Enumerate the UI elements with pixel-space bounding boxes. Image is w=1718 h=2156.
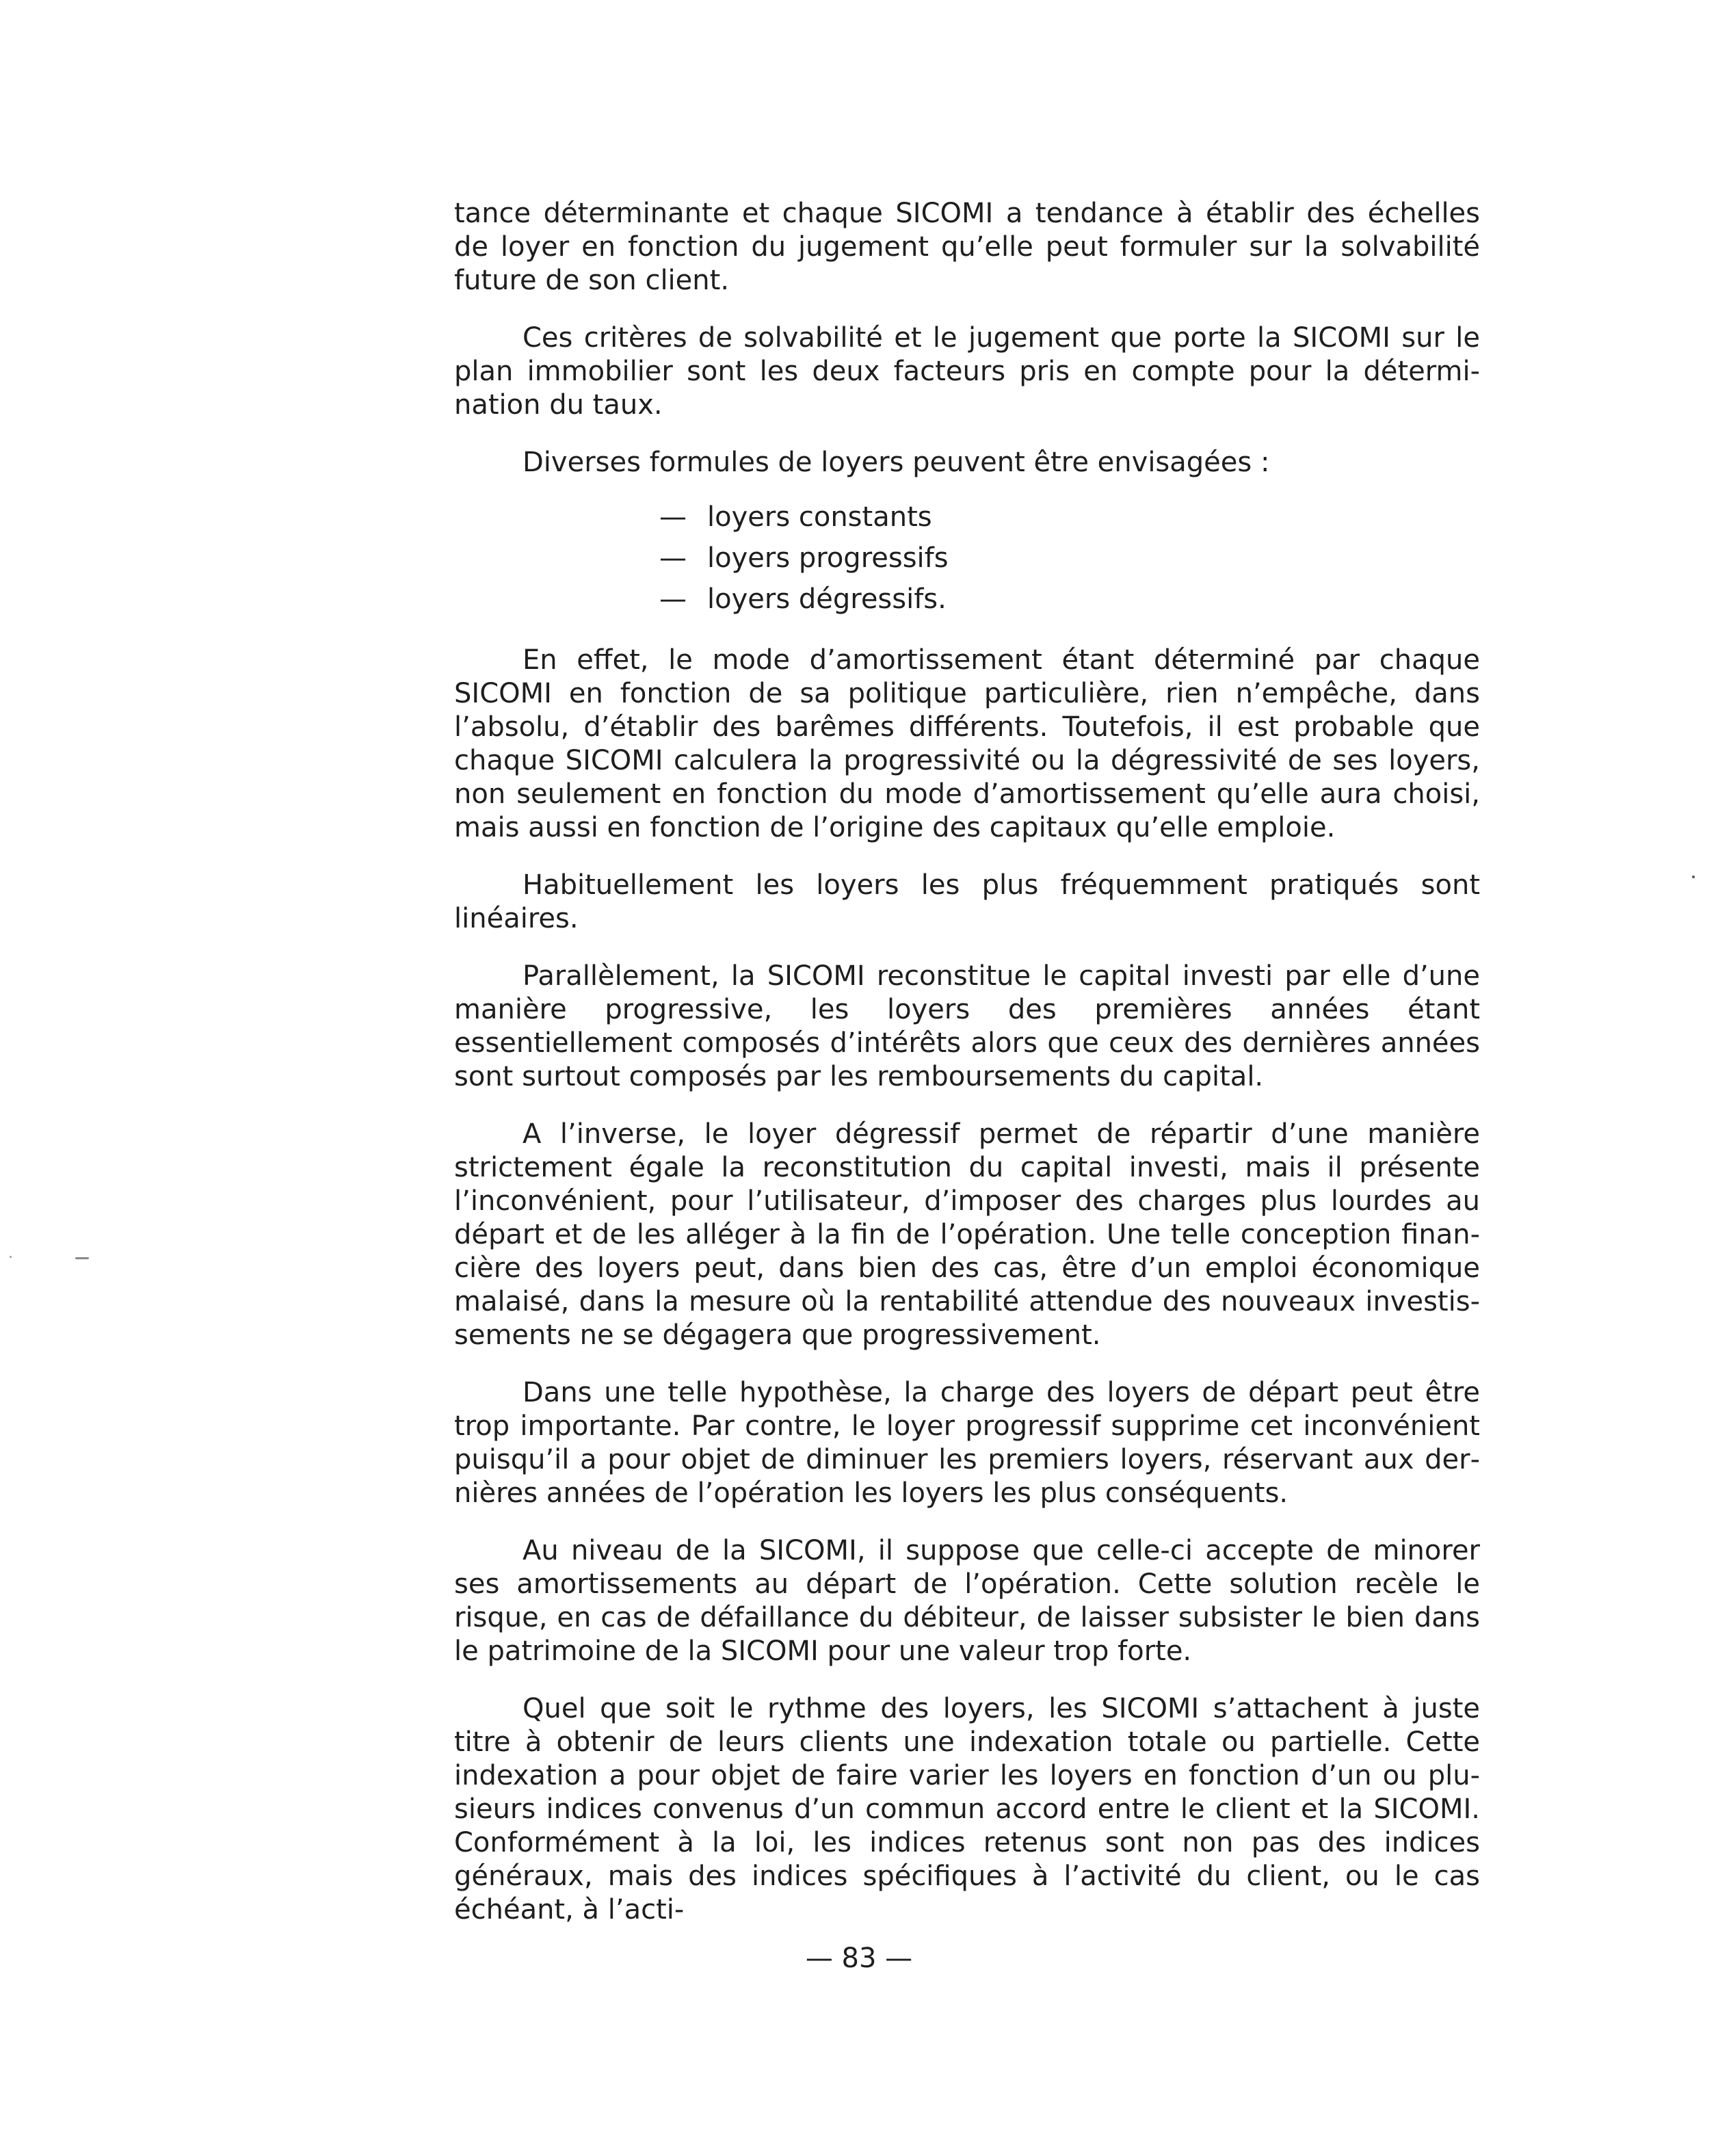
dash-marker: — bbox=[659, 583, 687, 615]
paragraph-2: Ces critères de solvabilité et le jugement que porte la SICOMI sur le plan immobilier sont les deux facteurs pris en compte pour la détermination du taux. bbox=[454, 322, 1480, 421]
paragraph-3: Diverses formules de loyers peuvent être envisagées : bbox=[523, 447, 1270, 478]
list-item-text: loyers constants bbox=[707, 501, 932, 533]
scan-speck bbox=[10, 1256, 12, 1258]
list-item-text: loyers dégressifs. bbox=[707, 583, 947, 615]
scan-speck bbox=[1692, 876, 1695, 878]
paragraph-6: Parallèlement, la SICOMI reconstitue le capital investi par elle d’une manière progressive, les loyers des premières années étant essentiellement composés d’intérêts alors que ceux des dernières années sont surtout composés par les remboursements du capital. bbox=[454, 960, 1480, 1092]
list-item bbox=[659, 579, 1480, 620]
paragraph-5: Habituellement les loyers les plus fréquemment pratiqués sont linéaires. bbox=[454, 869, 1480, 934]
paragraph-10: Quel que soit le rythme des loyers, les SICOMI s’attachent à juste titre à obtenir de leurs clients une indexation totale ou partielle. Cette indexation a pour objet de faire varier les loyers en fonction d’un ou plusieurs indices convenus d’un commun accord entre le client et la SICOMI. Conformément à la loi, les indices retenus sont non pas des indices généraux, mais des indices spécifiques à l’activité du client, ou le cas échéant, à l’acti- bbox=[454, 1693, 1480, 1925]
paragraph-4: En effet, le mode d’amortissement étant déterminé par chaque SICOMI en fonction de sa politique particulière, rien n’empêche, dans l’absolu, d’établir des barêmes différents. Toutefois, il est probable que chaque SICOMI calculera la progressivité ou la dégressivité de ses loyers, non seulement en fonction du mode d’amortissement qu’elle aura choisi, mais aussi en fonction de l’origine des capitaux qu’elle emploie. bbox=[454, 644, 1480, 843]
page-number: — 83 — bbox=[805, 1943, 913, 1974]
list-item-text: loyers progressifs bbox=[707, 542, 949, 574]
list-item bbox=[659, 538, 1480, 579]
paragraph-8: Dans une telle hypothèse, la charge des loyers de départ peut être trop importante. Par contre, le loyer progressif supprime cet inconvénient puisqu’il a pour objet de diminuer les premiers loyers, réservant aux dernières années de l’opération les loyers les plus conséquents. bbox=[454, 1377, 1480, 1509]
paragraph-1: tance déterminante et chaque SICOMI a tendance à établir des échelles de loyer en fonction du jugement qu’elle peut formuler sur la solvabilité future de son client. bbox=[454, 198, 1480, 296]
scan-speck bbox=[75, 1257, 89, 1259]
dash-marker: — bbox=[659, 542, 687, 574]
paragraph-9: Au niveau de la SICOMI, il suppose que celle-ci accepte de minorer ses amortissements au départ de l’opération. Cette solution recèle le risque, en cas de défaillance du débiteur, de laisser subsister le bien dans le patrimoine de la SICOMI pour une valeur trop forte. bbox=[454, 1535, 1480, 1667]
paragraph-7: A l’inverse, le loyer dégressif permet de répartir d’une manière strictement égale la reconstitution du capital investi, mais il présente l’inconvénient, pour l’utilisateur, d’imposer des charges plus lourdes au départ et de les alléger à la fin de l’opération. Une telle conception financière des loyers peut, dans bien des cas, être d’un emploi économique malaisé, dans la mesure où la rentabilité attendue des nouveaux investissements ne se dégagera que progressivement. bbox=[454, 1118, 1480, 1351]
dash-marker: — bbox=[659, 501, 687, 533]
body-text bbox=[454, 197, 1480, 1951]
list-item bbox=[659, 497, 1480, 538]
loyer-formulas-list bbox=[454, 497, 1480, 620]
